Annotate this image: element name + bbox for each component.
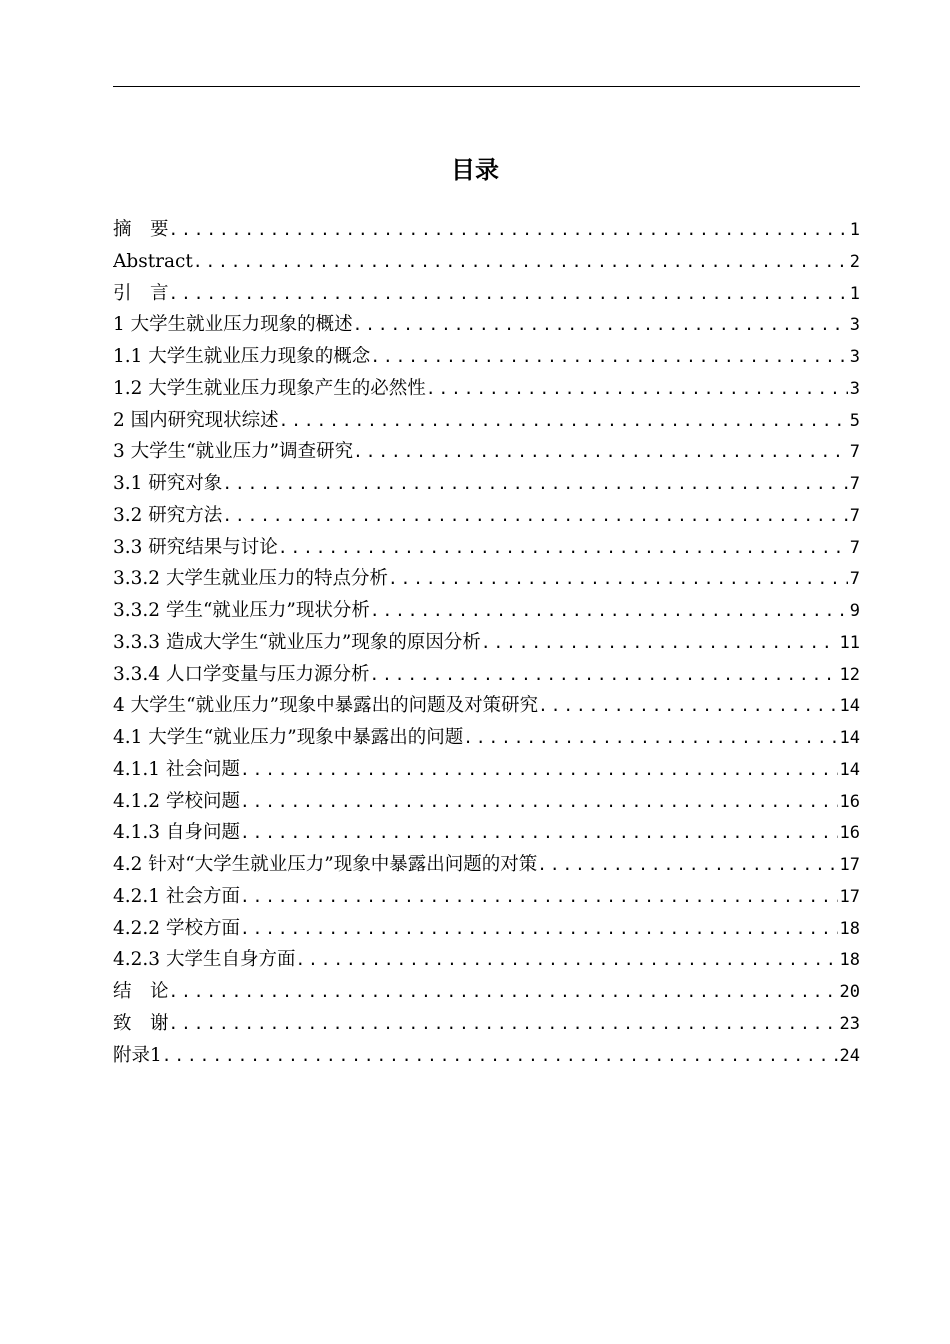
header-rule — [113, 86, 860, 87]
dot-leader — [538, 690, 837, 722]
toc-entry-text: 3 大学生“就业压力”调查研究 — [113, 441, 354, 463]
toc-entry[interactable] — [113, 309, 860, 341]
toc-page-number: 9 — [849, 601, 860, 621]
toc-page-number: 7 — [849, 569, 860, 590]
dot-leader — [240, 913, 838, 945]
toc-entry-text: 引 言 — [113, 282, 169, 304]
toc-page-number: 3 — [849, 347, 860, 367]
toc-entry-text: 摘 要 — [113, 219, 169, 240]
dot-leader — [169, 976, 838, 1008]
toc-entry[interactable] — [113, 817, 860, 849]
dot-leader — [370, 595, 848, 627]
toc-entry[interactable] — [113, 944, 860, 976]
toc-page-number: 14 — [839, 696, 860, 717]
toc-entry[interactable] — [113, 849, 860, 881]
toc-page-number: 23 — [839, 1013, 860, 1034]
dot-leader — [426, 373, 848, 405]
toc-entry[interactable] — [113, 913, 860, 945]
toc-entry-text: 1.2 大学生就业压力现象产生的必然性 — [113, 377, 426, 399]
dot-leader — [193, 246, 848, 278]
toc-entry-text: 3.3 研究结果与讨论 — [113, 536, 278, 558]
toc-entry[interactable] — [113, 278, 860, 310]
toc-entry-text: 附录1 — [113, 1044, 162, 1066]
toc-entry[interactable] — [113, 1008, 860, 1040]
toc-entry-text: 4.2.2 学校方面 — [113, 917, 240, 939]
toc-entry-text: 4.1 大学生“就业压力”现象中暴露出的问题 — [113, 727, 464, 748]
toc-entry[interactable] — [113, 786, 860, 818]
dot-leader — [162, 1040, 838, 1072]
dot-leader — [295, 944, 837, 976]
toc-entry-text: 4.2 针对“大学生就业压力”现象中暴露出问题的对策 — [113, 854, 538, 875]
toc-entry-text: 3.3.2 大学生就业压力的特点分析 — [113, 568, 388, 590]
toc-entry[interactable] — [113, 1040, 860, 1072]
dot-leader — [481, 627, 838, 659]
toc-page-number: 1 — [849, 283, 860, 304]
toc-entry-text: 1.1 大学生就业压力现象的概念 — [113, 346, 371, 367]
toc-entry-text: 3.3.4 人口学变量与压力源分析 — [113, 663, 370, 685]
toc-entry[interactable] — [113, 373, 860, 405]
toc-entry-text: 3.2 研究方法 — [113, 504, 223, 526]
toc-entry-text: 4.1.2 学校问题 — [113, 790, 240, 812]
dot-leader — [370, 341, 847, 373]
toc-page-number: 5 — [849, 410, 860, 431]
toc-page-number: 7 — [849, 505, 860, 526]
toc-entry[interactable] — [113, 246, 860, 278]
toc-page-number: 7 — [849, 442, 860, 463]
dot-leader — [222, 468, 847, 500]
toc-entry[interactable] — [113, 754, 860, 786]
dot-leader — [240, 817, 838, 849]
dot-leader — [369, 659, 837, 691]
toc-page-number: 16 — [839, 823, 860, 844]
toc-entry[interactable] — [113, 405, 860, 437]
dot-leader — [240, 754, 838, 786]
toc-entry-text: Abstract — [113, 250, 193, 272]
toc-page-number: 16 — [839, 791, 860, 812]
dot-leader — [240, 881, 838, 913]
toc-entry-text: 4.2.1 社会方面 — [113, 885, 240, 907]
toc-entry[interactable] — [113, 595, 860, 627]
dot-leader — [169, 214, 848, 246]
toc-entry-text: 2 国内研究现状综述 — [113, 409, 279, 431]
dot-leader — [278, 532, 848, 564]
toc-page-number: 14 — [839, 728, 860, 748]
toc-entry[interactable] — [113, 214, 860, 246]
toc-list — [113, 214, 860, 1071]
toc-entry[interactable] — [113, 659, 860, 691]
toc-entry[interactable] — [113, 341, 860, 373]
toc-page-number: 7 — [849, 474, 860, 494]
dot-leader — [169, 278, 848, 310]
dot-leader — [222, 500, 847, 532]
toc-page-number: 7 — [849, 537, 860, 558]
dot-leader — [169, 1008, 838, 1040]
toc-page-number: 14 — [839, 759, 860, 780]
toc-entry[interactable] — [113, 468, 860, 500]
toc-entry-text: 3.3.2 学生“就业压力”现状分析 — [113, 600, 370, 621]
toc-entry[interactable] — [113, 563, 860, 595]
toc-page-number: 12 — [839, 664, 860, 685]
toc-entry-text: 结 论 — [113, 981, 169, 1002]
toc-page-number: 11 — [839, 632, 860, 653]
toc-entry-text: 4.2.3 大学生自身方面 — [113, 949, 296, 971]
toc-entry-text: 3.3.3 造成大学生“就业压力”现象的原因分析 — [113, 631, 481, 653]
toc-page-number: 18 — [839, 950, 860, 971]
toc-entry[interactable] — [113, 881, 860, 913]
toc-entry[interactable] — [113, 976, 860, 1008]
toc-entry-text: 4 大学生“就业压力”现象中暴露出的问题及对策研究 — [113, 695, 539, 717]
toc-page-number: 24 — [839, 1045, 860, 1066]
toc-page-number: 20 — [839, 982, 860, 1002]
toc-entry-text: 3.1 研究对象 — [113, 473, 223, 494]
toc-page-number: 2 — [849, 251, 860, 272]
toc-entry-text: 1 大学生就业压力现象的概述 — [113, 314, 353, 336]
toc-entry[interactable] — [113, 436, 860, 468]
dot-leader — [463, 722, 837, 754]
dot-leader — [537, 849, 837, 881]
toc-page-number: 17 — [839, 855, 860, 875]
dot-leader — [388, 563, 848, 595]
toc-title: 目录 — [451, 156, 499, 184]
toc-entry[interactable] — [113, 532, 860, 564]
toc-entry-text: 4.1.3 自身问题 — [113, 822, 240, 844]
dot-leader — [353, 436, 848, 468]
toc-page-number: 17 — [839, 886, 860, 907]
dot-leader — [240, 786, 838, 818]
toc-entry-text: 致 谢 — [113, 1012, 169, 1034]
toc-page-number: 3 — [849, 315, 860, 336]
toc-page-number: 18 — [839, 918, 860, 939]
toc-entry[interactable] — [113, 690, 860, 722]
toc-page-number: 3 — [849, 378, 860, 399]
dot-leader — [279, 405, 848, 437]
toc-entry[interactable] — [113, 627, 860, 659]
toc-entry-text: 4.1.1 社会问题 — [113, 758, 240, 780]
toc-entry[interactable] — [113, 722, 860, 754]
toc-entry[interactable] — [113, 500, 860, 532]
dot-leader — [353, 309, 848, 341]
toc-page-number: 1 — [849, 220, 860, 240]
